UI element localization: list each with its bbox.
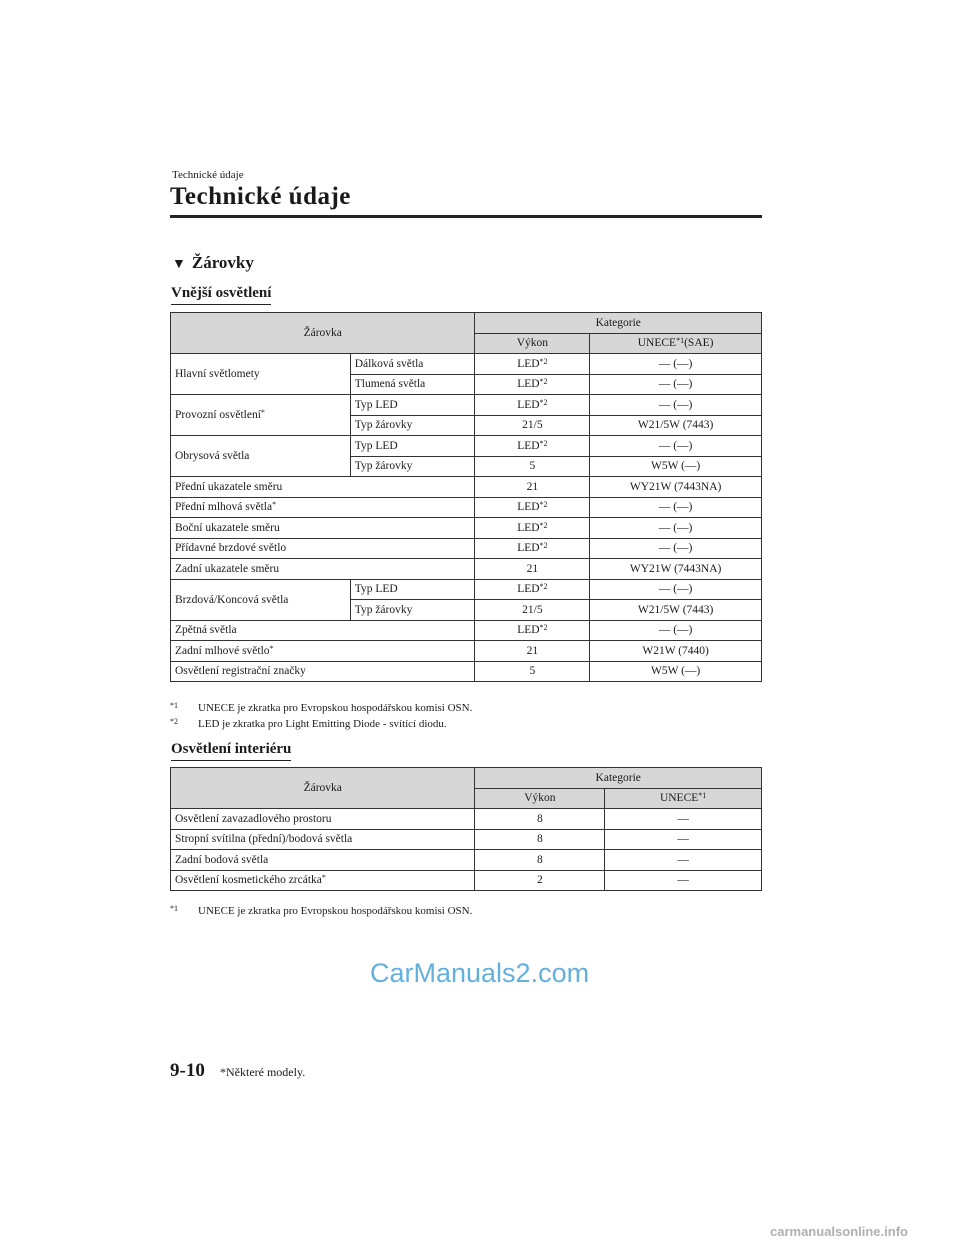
running-head: Technické údaje [172,169,244,181]
header-category: Kategorie [475,313,762,334]
table-row [171,850,762,871]
bulb-category: W5W (—) [590,661,762,682]
bulb-name: Boční ukazatele směru [171,518,475,539]
header-bulb: Žárovka [171,768,475,809]
bulb-category: WY21W (7443NA) [590,559,762,580]
bulb-name: Obrysová světla [171,436,351,477]
table-row [171,559,762,580]
watermark: CarManuals2.com [370,958,590,988]
bulb-name: Přední mlhová světla* [171,497,475,518]
table-row [171,809,762,830]
bulb-category: W21/5W (7443) [590,415,762,436]
interior-bulb-table [170,767,762,891]
interior-heading: Osvětlení interiéru [171,741,291,761]
bulb-variant: Tlumená světla [350,374,475,395]
bulb-variant: Typ LED [350,395,475,416]
bulb-power: 5 [475,661,590,682]
bulb-power: LED$^{*2}$ [475,436,590,457]
bulb-name: Zadní bodová světla [171,850,475,871]
page-title: Technické údaje [170,183,351,210]
bulb-power: LED$^{*2}$ [475,579,590,600]
bulb-category: — [605,809,762,830]
bulb-name: Osvětlení kosmetického zrcátka* [171,870,475,891]
bulb-variant: Typ žárovky [350,456,475,477]
table-row [171,477,762,498]
bulb-name: Zpětná světla [171,620,475,641]
table-row [171,354,762,375]
bulb-name: Stropní svítilna (přední)/bodová světla [171,829,475,850]
bulb-category: — (—) [590,518,762,539]
bulb-name: Brzdová/Koncová světla [171,579,351,620]
bulb-category: — (—) [590,620,762,641]
header-category: Kategorie [475,768,762,789]
header-unece: UNECE$^{*1}$ [605,788,762,809]
bulb-power: 5 [475,456,590,477]
bulb-variant: Typ žárovky [350,415,475,436]
exterior-heading: Vnější osvětlení [171,285,271,305]
bulb-category: — (—) [590,395,762,416]
bulb-power: LED$^{*2}$ [475,395,590,416]
table-row [171,579,762,600]
bulb-variant: Typ LED [350,436,475,457]
bulb-category: — [605,829,762,850]
bulb-name: Provozní osvětlení* [171,395,351,436]
footnote: $^{*1}$ UNECE je zkratka pro Evropskou hospodářskou komisi OSN. [170,701,473,714]
table-row [171,436,762,457]
page-note: *Některé modely. [220,1065,306,1079]
site-watermark: carmanualsonline.info [770,1224,908,1239]
bulb-power: 21 [475,641,590,662]
bulb-power: 8 [475,809,605,830]
bulb-name: Přídavné brzdové světlo [171,538,475,559]
bulb-category: W21/5W (7443) [590,600,762,621]
table-row [171,661,762,682]
bulb-category: WY21W (7443NA) [590,477,762,498]
header-unece: UNECE$^{*1}$(SAE) [590,333,762,354]
page-number: 9-10 [170,1060,205,1081]
bulb-power: 2 [475,870,605,891]
triangle-down-icon: ▼ [172,257,186,272]
table-row [171,497,762,518]
bulb-category: — (—) [590,538,762,559]
bulb-name: Osvětlení registrační značky [171,661,475,682]
table-row [171,829,762,850]
bulb-variant: Typ žárovky [350,600,475,621]
bulb-variant: Typ LED [350,579,475,600]
section-heading [172,253,254,273]
bulb-power: LED$^{*2}$ [475,620,590,641]
bulb-power: 21 [475,477,590,498]
table-row [171,620,762,641]
table-row [171,641,762,662]
bulb-name: Osvětlení zavazadlového prostoru [171,809,475,830]
bulb-name: Zadní mlhové světlo* [171,641,475,662]
bulb-category: — (—) [590,497,762,518]
bulb-name: Přední ukazatele směru [171,477,475,498]
bulb-category: — (—) [590,374,762,395]
bulb-category: W5W (—) [590,456,762,477]
bulb-variant: Dálková světla [350,354,475,375]
bulb-power: LED$^{*2}$ [475,538,590,559]
footnote: $^{*2}$ LED je zkratka pro Light Emitting Diode - svítící diodu. [170,717,447,730]
bulb-category: — (—) [590,579,762,600]
bulb-category: — [605,870,762,891]
footnote: $^{*1}$ UNECE je zkratka pro Evropskou hospodářskou komisi OSN. [170,904,473,917]
bulb-power: LED$^{*2}$ [475,497,590,518]
bulb-power: 21/5 [475,415,590,436]
bulb-power: 21/5 [475,600,590,621]
header-power: Výkon [475,788,605,809]
bulb-power: LED$^{*2}$ [475,354,590,375]
header-bulb: Žárovka [171,313,475,354]
bulb-category: — (—) [590,354,762,375]
table-row [171,395,762,416]
bulb-category: — [605,850,762,871]
bulb-power: 21 [475,559,590,580]
bulb-power: 8 [475,850,605,871]
table-row [171,518,762,539]
bulb-power: LED$^{*2}$ [475,374,590,395]
bulb-name: Hlavní světlomety [171,354,351,395]
bulb-power: 8 [475,829,605,850]
bulb-category: W21W (7440) [590,641,762,662]
title-rule [170,215,762,218]
exterior-bulb-table [170,312,762,682]
section-title: Žárovky [191,253,254,272]
bulb-power: LED$^{*2}$ [475,518,590,539]
table-row [171,870,762,891]
bulb-category: — (—) [590,436,762,457]
table-row [171,538,762,559]
bulb-name: Zadní ukazatele směru [171,559,475,580]
header-power: Výkon [475,333,590,354]
